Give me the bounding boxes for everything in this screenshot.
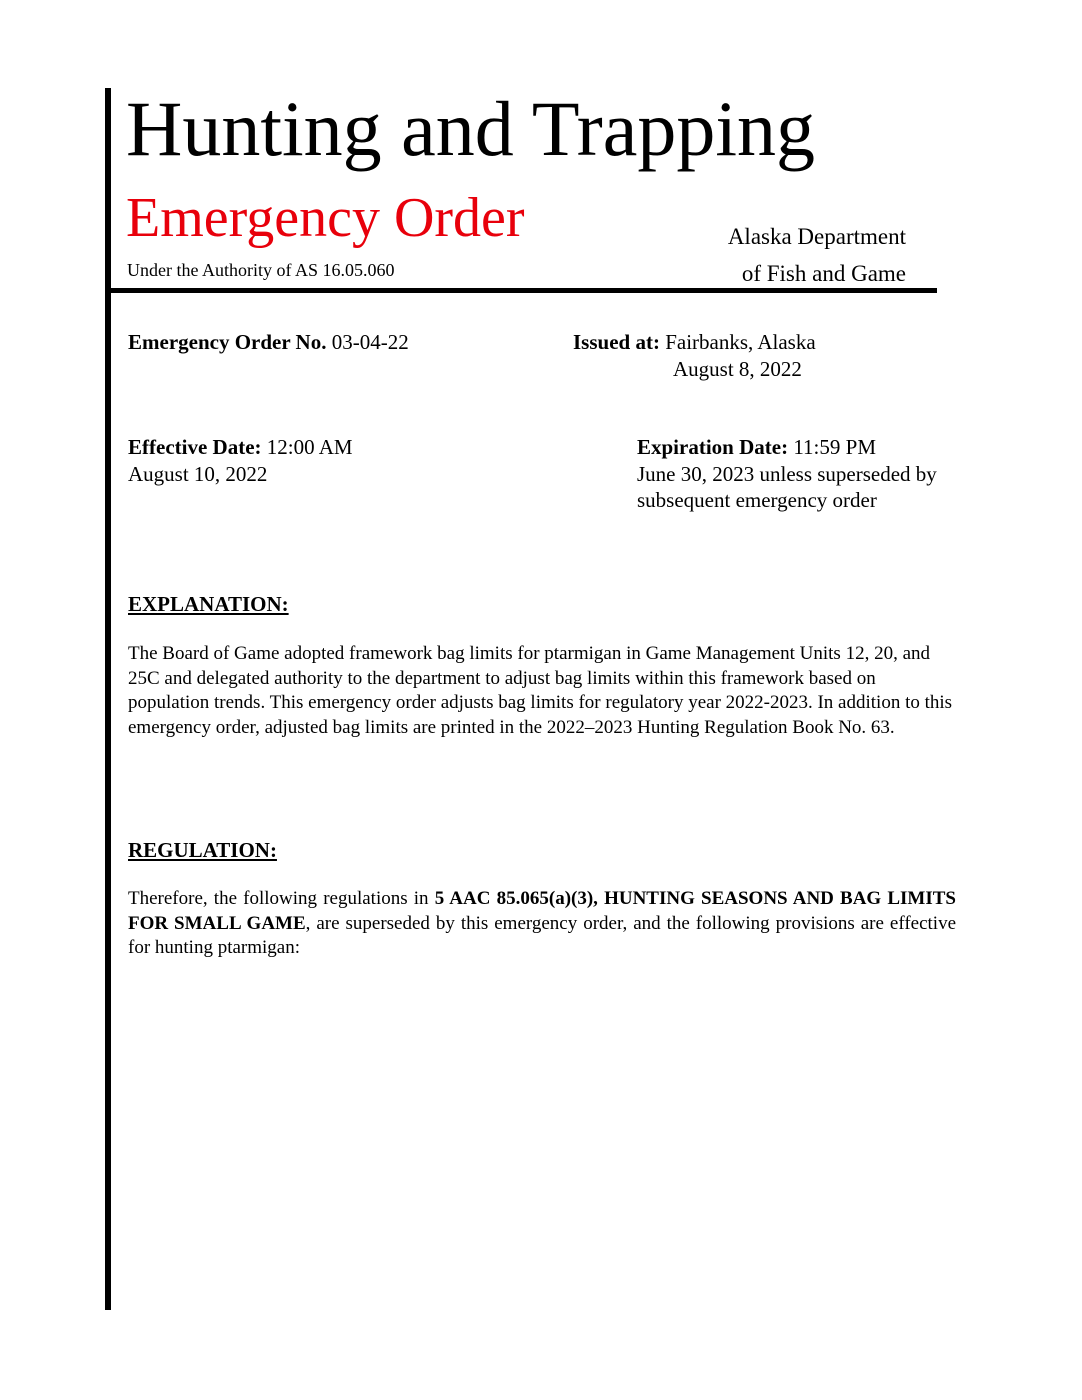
left-vertical-rule <box>105 88 111 1310</box>
issued-block <box>573 329 816 382</box>
expiration-date-label: Expiration Date: <box>637 435 789 459</box>
department-name <box>728 218 906 292</box>
regulation-paragraph <box>128 887 956 961</box>
authority-line: Under the Authority of AS 16.05.060 <box>127 260 395 280</box>
order-number-label: Emergency Order No. <box>128 330 327 354</box>
expiration-text: June 30, 2023 unless superseded by subsequent emergency order <box>637 461 937 512</box>
order-number-value: 03-04-22 <box>331 330 409 354</box>
document-subtitle: Emergency Order <box>126 187 525 249</box>
regulation-text-before: Therefore, the following regulations in <box>128 888 435 909</box>
issued-label: Issued at: <box>573 330 660 354</box>
explanation-heading: EXPLANATION: <box>128 592 289 616</box>
regulation-text-after: , are superseded by this emergency order, and the following provisions are effective for hunting ptarmigan: <box>128 912 956 958</box>
order-number <box>128 329 409 356</box>
department-line-2: of Fish and Game <box>741 261 906 286</box>
explanation-paragraph: The Board of Game adopted framework bag limits for ptarmigan in Game Management Units 12, 20, and 25C and delegated authority to the department to adjust bag limits within this framework based on population trends. This emergency order adjusts bag limits for regulatory year 2022-2023. In addition to this emergency order, adjusted bag limits are printed in the 2022–2023 Hunting Regulation Book No. 63. <box>128 643 953 738</box>
department-line-1: Alaska Department <box>727 224 906 249</box>
regulation-heading: REGULATION: <box>128 838 277 862</box>
expiration-time: 11:59 PM <box>793 435 876 459</box>
document-title: Hunting and Trapping <box>126 85 816 172</box>
regulation-citation: 5 AAC 85.065(a)(3), HUNTING SEASONS AND BAG LIMITS FOR SMALL GAME <box>128 888 956 934</box>
issued-date: August 8, 2022 <box>673 356 802 381</box>
effective-date: August 10, 2022 <box>128 461 268 486</box>
effective-date-block <box>128 434 458 487</box>
issued-location: Fairbanks, Alaska <box>665 330 816 354</box>
effective-time: 12:00 AM <box>266 435 353 459</box>
effective-date-label: Effective Date: <box>128 435 262 459</box>
expiration-date-block <box>637 434 937 514</box>
